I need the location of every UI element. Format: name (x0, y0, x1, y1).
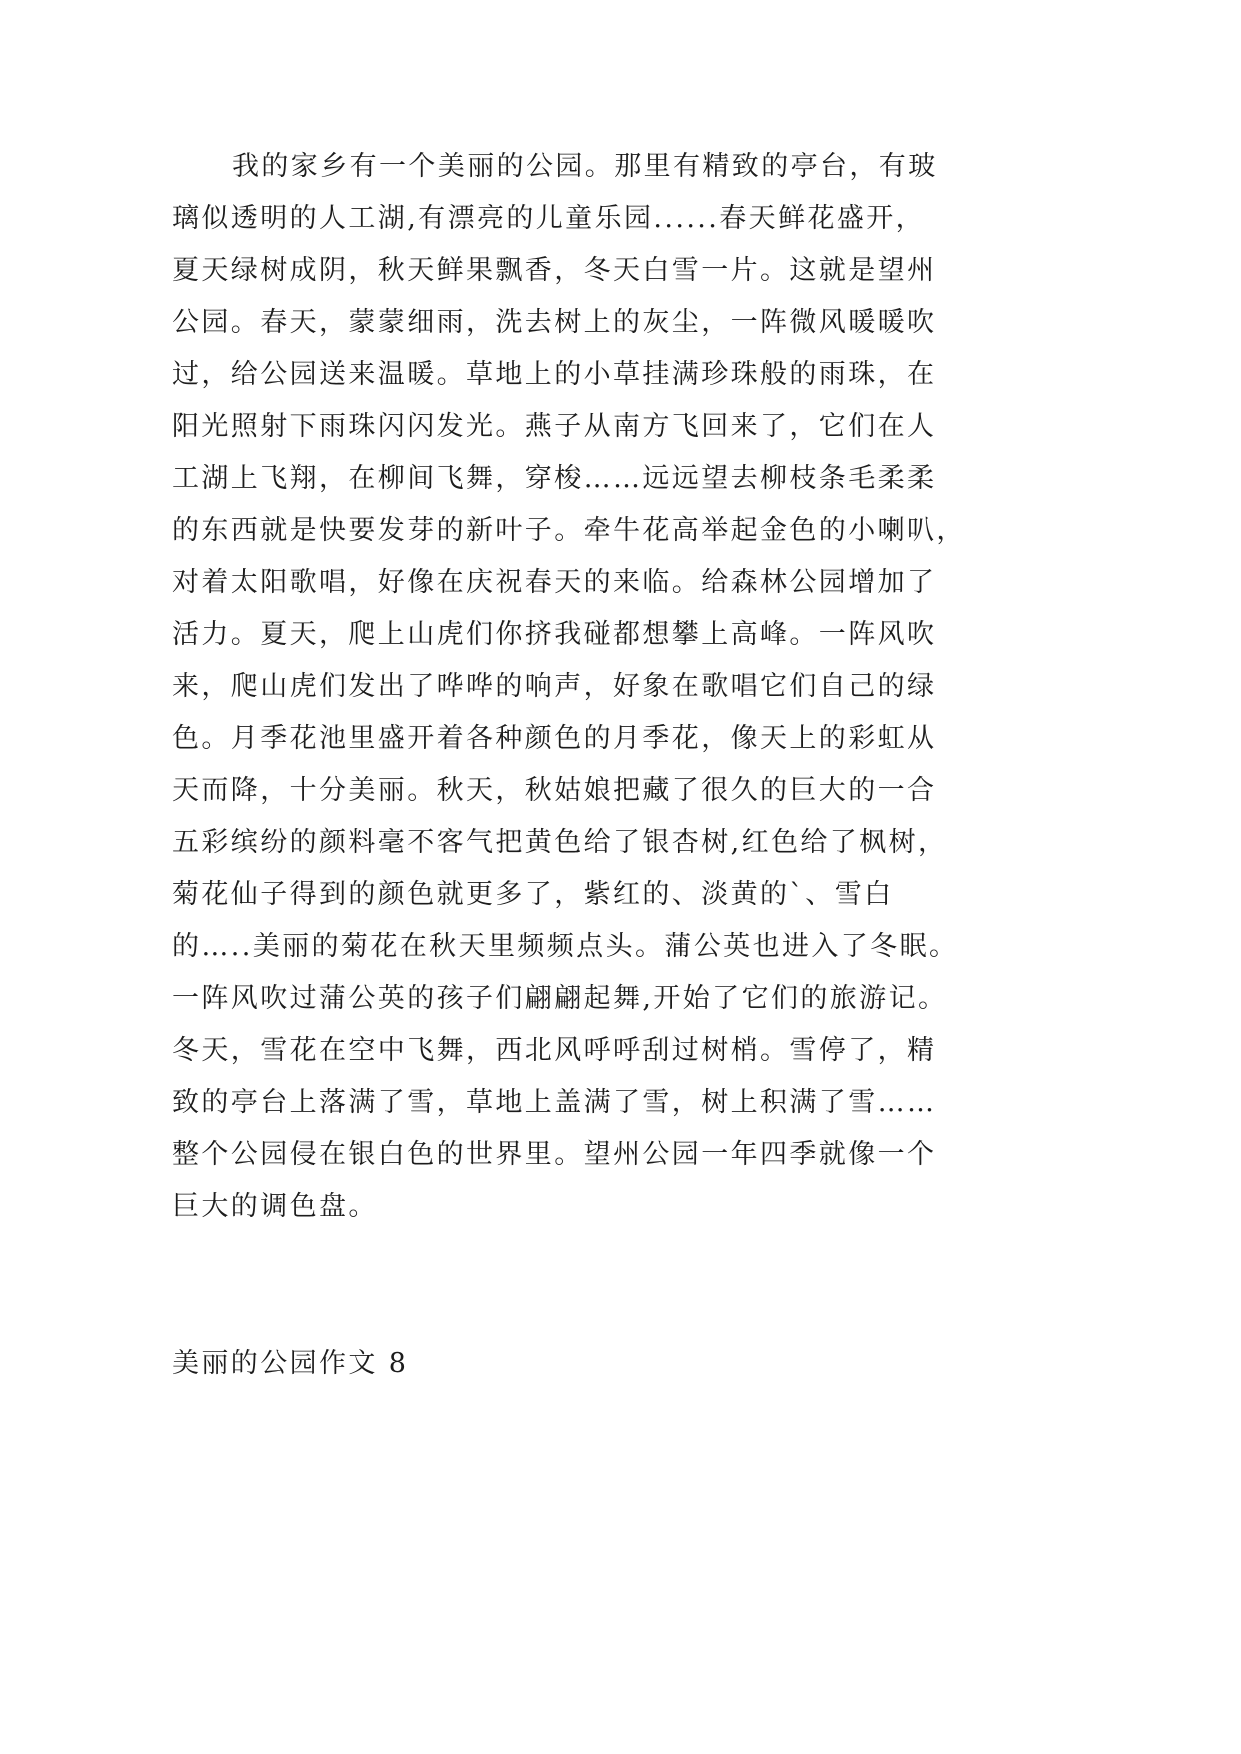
text-line: 五彩缤纷的颜料毫不客气把黄色给了银杏树,红色给了枫树， (172, 827, 948, 858)
text-line: 夏天绿树成阴，秋天鲜果飘香，冬天白雪一片。这就是望州 (172, 255, 937, 286)
text-line: 的…..美丽的菊花在秋天里频频点头。蒲公英也进入了冬眠。 (172, 931, 959, 962)
text-line: 来，爬山虎们发出了哗哗的响声，好象在歌唱它们自己的绿 (172, 671, 937, 702)
text-line: 活力。夏天，爬上山虎们你挤我碰都想攀上高峰。一阵风吹 (172, 619, 937, 650)
text-line: 一阵风吹过蒲公英的孩子们翩翩起舞,开始了它们的旅游记。 (172, 983, 948, 1014)
text-line: 过，给公园送来温暖。草地上的小草挂满珍珠般的雨珠，在 (172, 359, 937, 390)
text-line: 公园。春天，蒙蒙细雨，洗去树上的灰尘，一阵微风暖暖吹 (172, 307, 937, 338)
text-line: 菊花仙子得到的颜色就更多了，紫红的、淡黄的`、雪白 (172, 879, 894, 910)
text-line: 色。月季花池里盛开着各种颜色的月季花，像天上的彩虹从 (172, 723, 937, 754)
text-line: 致的亭台上落满了雪，草地上盖满了雪，树上积满了雪…… (172, 1087, 937, 1118)
text-line: 阳光照射下雨珠闪闪发光。燕子从南方飞回来了，它们在人 (172, 411, 937, 442)
text-line: 璃似透明的人工湖,有漂亮的儿童乐园......春天鲜花盛开， (172, 203, 926, 234)
text-line: 冬天，雪花在空中飞舞，西北风呼呼刮过树梢。雪停了，精 (172, 1035, 937, 1066)
text-line: 整个公园侵在银白色的世界里。望州公园一年四季就像一个 (172, 1139, 937, 1170)
essay-paragraph (172, 141, 1172, 1233)
text-line: 我的家乡有一个美丽的公园。那里有精致的亭台，有玻 (232, 151, 938, 182)
text-line: 对着太阳歌唱，好像在庆祝春天的来临。给森林公园增加了 (172, 567, 937, 598)
text-line: 天而降，十分美丽。秋天，秋姑娘把藏了很久的巨大的一合 (172, 775, 937, 806)
text-line: 工湖上飞翔，在柳间飞舞，穿梭……远远望去柳枝条毛柔柔 (172, 463, 937, 494)
text-line: 的东西就是快要发芽的新叶子。牵牛花高举起金色的小喇叭， (172, 515, 966, 546)
text-line: 巨大的调色盘。 (172, 1191, 378, 1222)
section-heading: 美丽的公园作文 8 (172, 1348, 409, 1379)
